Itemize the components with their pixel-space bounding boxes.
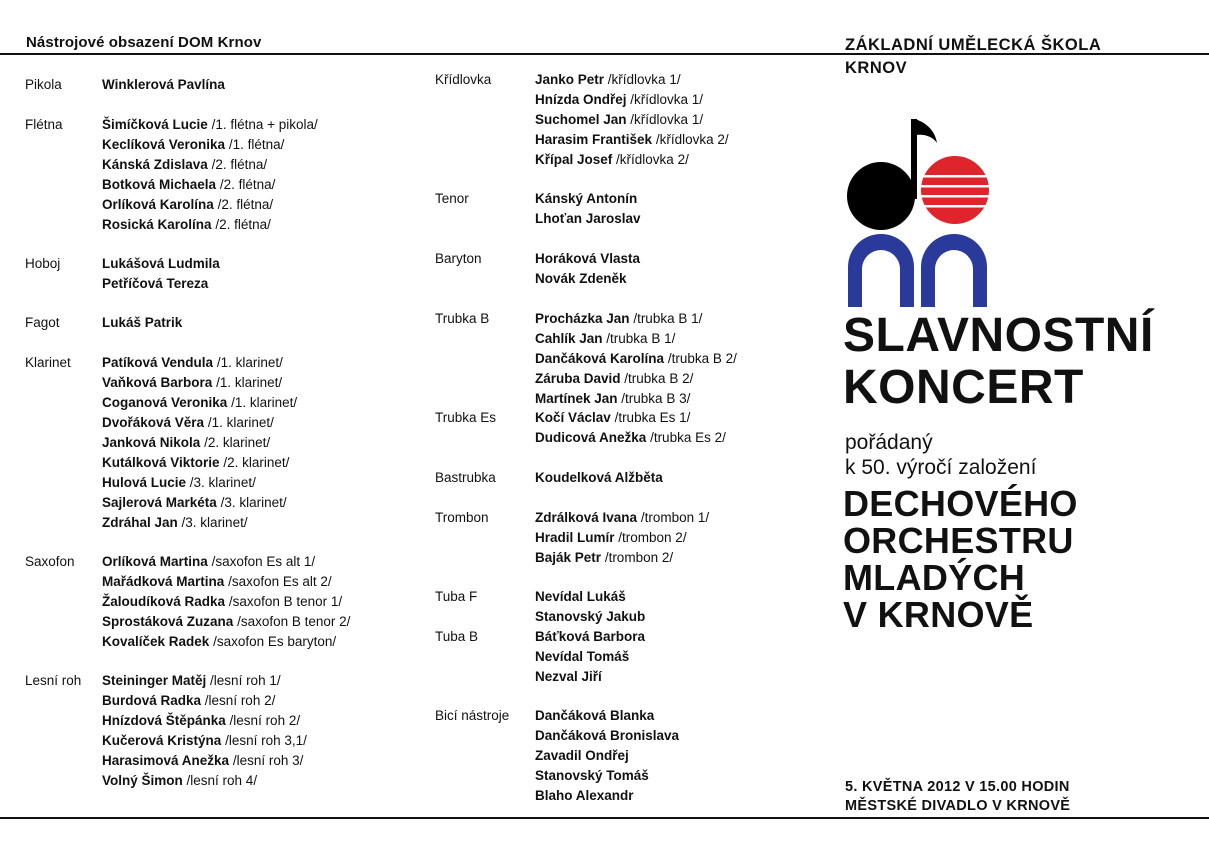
player-row [535, 130, 729, 150]
player-row [535, 607, 645, 627]
subtitle-line-1: pořádaný [845, 431, 933, 454]
player-name: Stanovský Jakub [535, 609, 646, 624]
player-name: Záruba David [535, 371, 621, 386]
player-row [102, 215, 318, 235]
roster-title: Nástrojové obsazení DOM Krnov [26, 34, 262, 51]
player-name: Cahlík Jan [535, 331, 603, 346]
player-row [102, 373, 297, 393]
player-name: Dvořáková Věra [102, 415, 205, 430]
player-row [102, 771, 307, 791]
player-part: /křídlovka 2/ [616, 152, 689, 167]
orchestra-line-1: DECHOVÉHO [843, 483, 1078, 524]
event-venue: MĚSTSKÉ DIVADLO V KRNOVĚ [845, 798, 1071, 814]
player-name: Martínek Jan [535, 391, 618, 406]
player-name: Vaňková Barbora [102, 375, 213, 390]
player-part: /lesní roh 2/ [229, 713, 301, 728]
player-list [535, 309, 737, 409]
player-name: Dančáková Bronislava [535, 728, 680, 743]
player-list [535, 468, 663, 488]
instrument-label: Křídlovka [435, 72, 492, 87]
player-name: Coganová Veronika [102, 395, 228, 410]
player-row [102, 175, 318, 195]
player-row [535, 667, 645, 687]
player-part: /křídlovka 1/ [630, 112, 704, 127]
player-name: Lukáš Patrik [102, 315, 183, 330]
instrument-label: Bastrubka [435, 470, 496, 485]
orchestra-name [843, 485, 1078, 633]
concert-subtitle [845, 430, 1036, 480]
player-list [102, 313, 182, 333]
player-list [102, 115, 318, 235]
player-part: /saxofon Es alt 1/ [211, 554, 316, 569]
player-part: /saxofon Es alt 2/ [228, 574, 332, 589]
player-part: /2. flétna/ [217, 197, 274, 212]
logo-red-circle [915, 152, 990, 232]
school-line-1: ZÁKLADNÍ UMĚLECKÁ ŠKOLA [845, 36, 1102, 54]
player-name: Báťková Barbora [535, 629, 646, 644]
player-row [535, 209, 641, 229]
player-part: /2. flétna/ [215, 217, 271, 232]
player-name: Kovalíček Radek [102, 634, 210, 649]
player-row [535, 349, 737, 369]
player-name: Botková Michaela [102, 177, 217, 192]
player-row [102, 572, 350, 592]
player-list [535, 408, 726, 448]
player-part: /3. klarinet/ [181, 515, 248, 530]
player-name: Lukášová Ludmila [102, 256, 220, 271]
player-name: Šimíčková Lucie [102, 117, 208, 132]
player-name: Keclíková Veronika [102, 137, 226, 152]
player-row [535, 647, 645, 667]
player-part: /lesní roh 2/ [204, 693, 276, 708]
player-name: Hradil Lumír [535, 530, 615, 545]
player-row [535, 70, 729, 90]
player-list [535, 508, 709, 568]
logo-note-flag [915, 119, 937, 143]
player-part: /lesní roh 3,1/ [225, 733, 307, 748]
player-part: /1. klarinet/ [216, 355, 283, 370]
subtitle-line-2: k 50. výročí založení [845, 456, 1037, 479]
instrument-label: Pikola [25, 77, 62, 92]
player-part: /trubka B 2/ [624, 371, 694, 386]
player-part: /křídlovka 2/ [655, 132, 729, 147]
player-name: Baják Petr [535, 550, 602, 565]
player-row [102, 413, 297, 433]
player-name: Petříčová Tereza [102, 276, 209, 291]
player-row [102, 691, 307, 711]
instrument-label: Trubka B [435, 311, 490, 326]
player-name: Dančáková Karolína [535, 351, 665, 366]
logo-blue-arch-left [848, 234, 914, 307]
player-list [102, 353, 297, 533]
player-name: Harasim František [535, 132, 653, 147]
orchestra-line-4: V KRNOVĚ [843, 594, 1034, 635]
player-row [535, 706, 679, 726]
dom-logo-graphic [845, 117, 990, 307]
player-row [102, 433, 297, 453]
player-row [535, 249, 640, 269]
player-list [535, 189, 641, 229]
bottom-divider [0, 817, 1209, 819]
player-row [102, 135, 318, 155]
player-row [535, 786, 679, 806]
player-name: Blaho Alexandr [535, 788, 634, 803]
player-part: /trubka Es 1/ [614, 410, 691, 425]
player-row [535, 269, 640, 289]
player-part: /2. klarinet/ [223, 455, 290, 470]
player-part: /trombon 2/ [618, 530, 687, 545]
player-name: Nezval Jiří [535, 669, 602, 684]
player-list [102, 552, 350, 652]
player-row [535, 150, 729, 170]
player-row [102, 711, 307, 731]
player-part: /křídlovka 1/ [630, 92, 704, 107]
player-name: Dudicová Anežka [535, 430, 647, 445]
player-row [535, 110, 729, 130]
player-name: Rosická Karolína [102, 217, 212, 232]
player-row [102, 473, 297, 493]
player-part: /trombon 1/ [640, 510, 710, 525]
player-list [535, 627, 645, 687]
player-name: Burdová Radka [102, 693, 202, 708]
player-name: Novák Zdeněk [535, 271, 627, 286]
player-name: Zdrálková Ivana [535, 510, 638, 525]
player-row [535, 389, 737, 409]
player-row [535, 528, 709, 548]
player-name: Sprostáková Zuzana [102, 614, 234, 629]
instrument-label: Fagot [25, 315, 60, 330]
player-list [102, 671, 307, 791]
player-name: Kučerová Kristýna [102, 733, 222, 748]
player-part: /2. klarinet/ [204, 435, 271, 450]
player-name: Volný Šimon [102, 773, 183, 788]
player-part: /trubka B 1/ [606, 331, 676, 346]
instrument-label: Tenor [435, 191, 469, 206]
player-name: Kánská Zdislava [102, 157, 208, 172]
player-part: /trubka Es 2/ [650, 430, 726, 445]
player-part: /1. klarinet/ [207, 415, 274, 430]
player-name: Procházka Jan [535, 311, 630, 326]
player-name: Lhoťan Jaroslav [535, 211, 641, 226]
player-list [535, 587, 645, 627]
player-row [102, 731, 307, 751]
player-name: Hnízda Ondřej [535, 92, 627, 107]
player-name: Patíková Vendula [102, 355, 214, 370]
player-row [535, 508, 709, 528]
instrument-label: Baryton [435, 251, 482, 266]
orchestra-line-3: MLADÝCH [843, 557, 1026, 598]
player-part: /1. klarinet/ [231, 395, 298, 410]
player-row [102, 155, 318, 175]
player-row [535, 428, 726, 448]
player-name: Hulová Lucie [102, 475, 187, 490]
player-part: /trubka B 3/ [621, 391, 691, 406]
dom-logo [845, 117, 990, 312]
player-row [102, 313, 182, 333]
player-list [535, 249, 640, 289]
player-name: Suchomel Jan [535, 112, 627, 127]
player-row [102, 115, 318, 135]
logo-black-circle [847, 162, 915, 230]
instrument-label: Trombon [435, 510, 489, 525]
player-part: /1. klarinet/ [216, 375, 283, 390]
player-row [535, 329, 737, 349]
player-row [535, 369, 737, 389]
event-info [845, 778, 1070, 816]
player-list [535, 70, 729, 170]
player-list [102, 254, 220, 294]
instrument-label: Tuba F [435, 589, 478, 604]
player-part: /trubka B 1/ [633, 311, 703, 326]
player-name: Horáková Vlasta [535, 251, 641, 266]
player-name: Koudelková Alžběta [535, 470, 663, 485]
player-row [102, 493, 297, 513]
player-name: Stanovský Tomáš [535, 768, 649, 783]
instrument-label: Hoboj [25, 256, 61, 271]
instrument-label: Saxofon [25, 554, 75, 569]
concert-title [843, 310, 1154, 414]
player-row [535, 766, 679, 786]
player-part: /2. flétna/ [211, 157, 268, 172]
player-row [535, 468, 663, 488]
player-row [102, 632, 350, 652]
logo-blue-arch-right [921, 234, 987, 307]
player-row [102, 552, 350, 572]
player-row [102, 751, 307, 771]
player-name: Sajlerová Markéta [102, 495, 217, 510]
player-name: Zdráhal Jan [102, 515, 178, 530]
player-name: Nevídal Lukáš [535, 589, 626, 604]
instrument-label: Trubka Es [435, 410, 497, 425]
school-name [845, 34, 1101, 80]
event-date: 5. KVĚTNA 2012 V 15.00 HODIN [845, 779, 1070, 795]
player-row [102, 353, 297, 373]
player-row [102, 75, 225, 95]
player-row [535, 726, 679, 746]
player-row [535, 548, 709, 568]
instrument-label: Tuba B [435, 629, 479, 644]
player-part: /1. flétna + pikola/ [211, 117, 318, 132]
player-row [102, 195, 318, 215]
player-part: /3. klarinet/ [189, 475, 256, 490]
player-name: Janko Petr [535, 72, 605, 87]
instrument-label: Flétna [25, 117, 63, 132]
player-list [102, 75, 225, 95]
school-line-2: KRNOV [845, 59, 908, 77]
title-line-1: SLAVNOSTNÍ [843, 309, 1154, 362]
player-row [535, 627, 645, 647]
player-row [102, 393, 297, 413]
player-part: /1. flétna/ [228, 137, 285, 152]
player-row [535, 408, 726, 428]
player-list [535, 706, 679, 806]
player-part: /křídlovka 1/ [607, 72, 681, 87]
player-row [102, 254, 220, 274]
instrument-label: Lesní roh [25, 673, 82, 688]
player-name: Harasimová Anežka [102, 753, 230, 768]
player-part: /lesní roh 1/ [210, 673, 281, 688]
player-row [102, 592, 350, 612]
player-name: Zavadil Ondřej [535, 748, 629, 763]
player-part: /3. klarinet/ [220, 495, 287, 510]
player-part: /lesní roh 4/ [186, 773, 258, 788]
player-row [102, 453, 297, 473]
player-part: /2. flétna/ [219, 177, 276, 192]
player-row [102, 513, 297, 533]
player-row [535, 587, 645, 607]
player-row [535, 189, 641, 209]
title-line-2: KONCERT [843, 361, 1084, 414]
player-row [102, 612, 350, 632]
player-row [535, 746, 679, 766]
player-name: Křípal Josef [535, 152, 613, 167]
player-name: Dančáková Blanka [535, 708, 655, 723]
player-part: /saxofon Es baryton/ [213, 634, 337, 649]
logo-note-stem [911, 119, 917, 199]
instrument-label: Klarinet [25, 355, 71, 370]
player-name: Winklerová Pavlína [102, 77, 225, 92]
player-name: Janková Nikola [102, 435, 201, 450]
orchestra-line-2: ORCHESTRU [843, 520, 1074, 561]
player-part: /trombon 2/ [604, 550, 674, 565]
player-row [535, 309, 737, 329]
player-part: /trubka B 2/ [667, 351, 737, 366]
player-name: Žaloudíková Radka [102, 594, 226, 609]
player-name: Hnízdová Štěpánka [102, 713, 226, 728]
player-part: /lesní roh 3/ [232, 753, 304, 768]
player-name: Orlíková Martina [102, 554, 208, 569]
player-name: Kutálková Viktorie [102, 455, 220, 470]
player-row [535, 90, 729, 110]
player-part: /saxofon B tenor 2/ [237, 614, 351, 629]
player-name: Nevídal Tomáš [535, 649, 630, 664]
player-name: Orlíková Karolína [102, 197, 214, 212]
player-name: Steininger Matěj [102, 673, 207, 688]
player-name: Mařádková Martina [102, 574, 225, 589]
player-row [102, 274, 220, 294]
player-name: Kočí Václav [535, 410, 611, 425]
instrument-label: Bicí nástroje [435, 708, 510, 723]
player-name: Kánský Antonín [535, 191, 638, 206]
player-part: /saxofon B tenor 1/ [228, 594, 343, 609]
player-row [102, 671, 307, 691]
